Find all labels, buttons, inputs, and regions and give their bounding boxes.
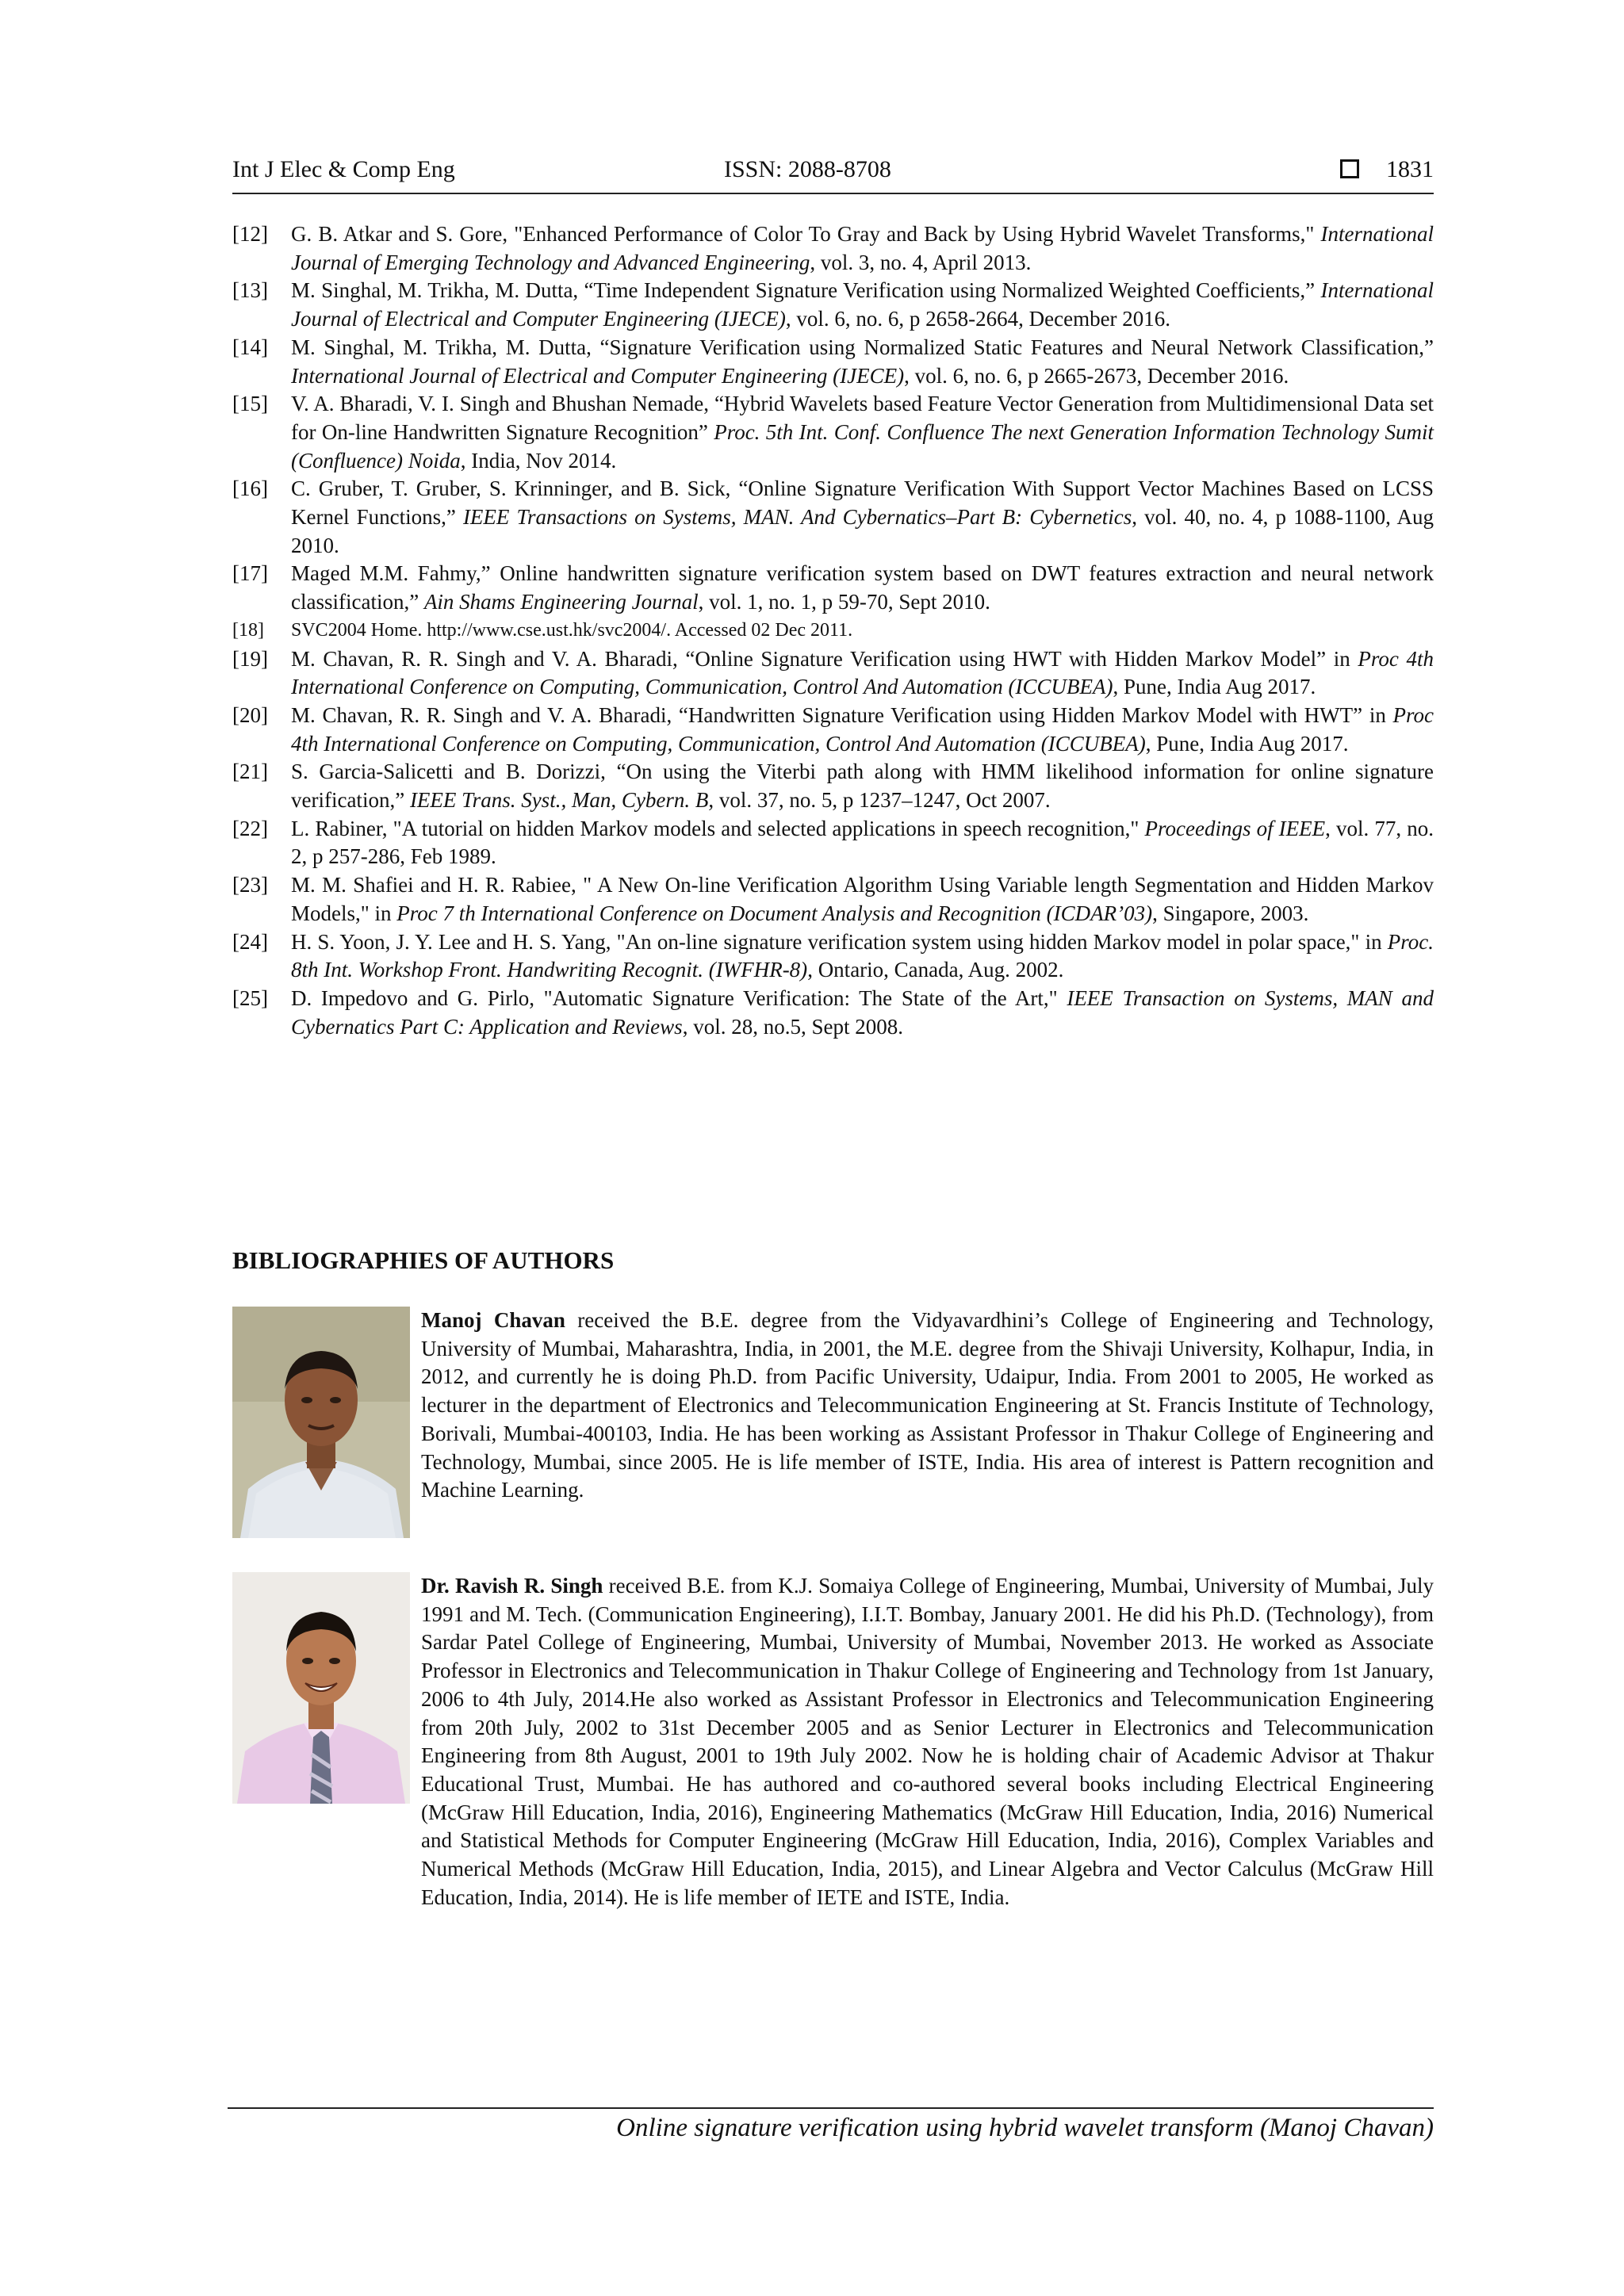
journal-name: Int J Elec & Comp Eng (232, 156, 455, 182)
reference-item (232, 758, 1434, 814)
reference-text: M. Chavan, R. R. Singh and V. A. Bharadi, “Online Signature Verification using HWT with Hidden Markov Model” in (291, 646, 1358, 671)
footer-divider (228, 2107, 1434, 2109)
reference-details: , vol. 40, no. 4, p 1088-1100, Aug 2010. (291, 505, 1434, 557)
reference-item (232, 617, 1434, 645)
page-number-group (1340, 156, 1434, 183)
author-photo-manoj-chavan (232, 1307, 410, 1538)
reference-venue: Proc. 5th Int. Conf. Confluence The next Generation Information Technology Sumit (Confluence) Noida (291, 419, 1434, 473)
reference-number: [15] (232, 392, 268, 416)
reference-number: [20] (232, 702, 268, 727)
reference-details: , vol. 37, no. 5, p 1237–1247, Oct 2007. (708, 788, 1051, 813)
running-header (232, 156, 1434, 194)
reference-text: SVC2004 Home. http://www.cse.ust.hk/svc2004/. Accessed 02 Dec 2011. (291, 619, 853, 641)
reference-text: S. Garcia-Salicetti and B. Dorizzi, “On using the Viterbi path along with HMM likelihood information for online signature verification,” (291, 760, 1434, 813)
reference-item (232, 560, 1434, 616)
reference-text: D. Impedovo and G. Pirlo, "Automatic Signature Verification: The State of the Art," (291, 985, 1067, 1010)
portrait-image (232, 1307, 410, 1538)
reference-number: [21] (232, 760, 268, 784)
reference-item (232, 928, 1434, 985)
reference-text: M. Chavan, R. R. Singh and V. A. Bharadi, “Handwritten Signature Verification using Hidden Markov Model with HWT” in (291, 702, 1393, 727)
reference-text: M. Singhal, M. Trikha, M. Dutta, “Signature Verification using Normalized Static Features and Neural Network Classification,” (291, 335, 1434, 359)
reference-text: L. Rabiner, "A tutorial on hidden Markov models and selected applications in speech recognition," (291, 816, 1145, 840)
reference-number: [13] (232, 278, 268, 303)
reference-venue: IEEE Transaction on Systems, MAN and Cybernatics Part C: Application and Reviews (291, 985, 1434, 1039)
reference-details: , Pune, India Aug 2017. (1113, 675, 1316, 699)
reference-number: [14] (232, 335, 268, 359)
reference-venue: Proc 7 th International Conference on Document Analysis and Recognition (ICDAR’03) (396, 901, 1153, 925)
reference-details: , vol. 28, no.5, Sept 2008. (682, 1014, 903, 1039)
reference-details: , Singapore, 2003. (1152, 901, 1309, 925)
reference-venue: International Journal of Electrical and Computer Engineering (IJECE) (291, 278, 1434, 331)
reference-text: M. M. Shafiei and H. R. Rabiee, " A New On-line Verification Algorithm Using Variable length Segmentation and Hidden Markov Models," in (291, 873, 1434, 925)
reference-details: , vol. 1, no. 1, p 59-70, Sept 2010. (698, 590, 990, 614)
reference-text: C. Gruber, T. Gruber, S. Krinninger, and B. Sick, “Online Signature Verification With Support Vector Machines Based on LCSS Kernel Functions,” (291, 476, 1434, 530)
reference-text: M. Singhal, M. Trikha, M. Dutta, “Time Independent Signature Verification using Normalized Weighted Coefficients,” (291, 278, 1321, 303)
reference-number: [16] (232, 476, 268, 501)
running-footer: Online signature verification using hybrid wavelet transform (Manoj Chavan) (616, 2114, 1434, 2142)
reference-number: [24] (232, 929, 268, 954)
reference-venue: Proc 4th International Conference on Computing, Communication, Control And Automation (ICCUBEA) (291, 646, 1434, 699)
reference-details: , Ontario, Canada, Aug. 2002. (807, 958, 1064, 982)
reference-item (232, 815, 1434, 871)
reference-number: [23] (232, 873, 268, 897)
reference-item (232, 390, 1434, 475)
author-bio-manoj-chavan (421, 1307, 1434, 1505)
reference-details: , vol. 77, no. 2, p 257-286, Feb 1989. (291, 816, 1434, 869)
issn: ISSN: 2088-8708 (724, 156, 891, 182)
reference-item (232, 220, 1434, 277)
reference-venue: Proc. 8th Int. Workshop Front. Handwriting Recognit. (IWFHR-8) (291, 929, 1434, 982)
reference-venue: Proceedings of IEEE (1144, 816, 1326, 840)
square-bullet-icon (1340, 159, 1359, 178)
reference-venue: Proc 4th International Conference on Computing, Communication, Control And Automation (ICCUBEA) (291, 702, 1434, 756)
section-heading: BIBLIOGRAPHIES OF AUTHORS (232, 1246, 615, 1274)
reference-venue: IEEE Transactions on Systems, MAN. And Cybernatics–Part B: Cybernetics (462, 505, 1132, 530)
reference-venue: Ain Shams Engineering Journal (423, 590, 699, 614)
reference-text: V. A. Bharadi, V. I. Singh and Bhushan Nemade, “Hybrid Wavelets based Feature Vector Generation from Multidimensional Data set for On-line Handwritten Signature Recognition” (291, 392, 1434, 444)
author-bio-text: received the B.E. degree from the Vidyavardhini’s College of Engineering and Technology, University of Mumbai, Maharashtra, India, in 2001, the M.E. degree from the Shivaji University, Kolhapur, India, in 2012, and currently he is doing Ph.D. from Pacific University, Udaipur, India. From 2001 to 2005, He worked as lecturer in the department of Electronics and Telecommunication Engineering at St. Francis Institute of Technology, Borivali, Mumbai-400103, India. He has been working as Assistant Professor in Thakur College of Engineering and Technology, Mumbai, since 2005. He is life member of ISTE, India. His area of interest is Pattern recognition and Machine Learning. (421, 1308, 1434, 1502)
reference-details: , Pune, India Aug 2017. (1145, 731, 1349, 756)
reference-text: Maged M.M. Fahmy,” Online handwritten signature verification system based on DWT features extraction and neural network classification,” (291, 561, 1434, 614)
reference-details: , vol. 3, no. 4, April 2013. (810, 250, 1032, 274)
reference-item (232, 645, 1434, 702)
author-bio-text: received B.E. from K.J. Somaiya College of Engineering, Mumbai, University of Mumbai, July 1991 and M. Tech. (Communication Engineering), I.I.T. Bombay, January 2001. He did his Ph.D. (Technology), from Sardar Patel College of Engineering, Mumbai, University of Mumbai, November 2013. He worked as Associate Professor in Electronics and Telecommunication in Thakur College of Engineering and Technology from 1st January, 2006 to 4th July, 2014.He also worked as Assistant Professor in Electronics and Telecommunication Engineering from 20th July, 2002 to 31st December 2005 and as Senior Lecturer in Electronics and Telecommunication Engineering from 8th August, 2001 to 19th July 2002. Now he is holding chair of Academic Advisor at Thakur Educational Trust, Mumbai. He has authored and co-authored several books including Electrical Engineering (McGraw Hill Education, India, 2016), Engineering Mathematics (McGraw Hill Education, India, 2016) Numerical and Statistical Methods for Computer Engineering (McGraw Hill Education, India, 2016), Complex Variables and Numerical Methods (McGraw Hill Education, India, 2015), and Linear Algebra and Vector Calculus (McGraw Hill Education, India, 2014). He is life member of IETE and ISTE, India. (421, 1574, 1434, 1909)
author-bio-ravish-singh (421, 1572, 1434, 1911)
author-name: Dr. Ravish R. Singh (421, 1574, 603, 1598)
reference-details: , vol. 6, no. 6, p 2658-2664, December 2016. (785, 307, 1171, 331)
reference-venue: International Journal of Emerging Technology and Advanced Engineering (291, 222, 1434, 274)
reference-item (232, 702, 1434, 758)
page-number: 1831 (1386, 156, 1434, 182)
reference-number: [25] (232, 985, 268, 1010)
reference-number: [17] (232, 561, 268, 586)
reference-item (232, 277, 1434, 333)
reference-item (232, 871, 1434, 928)
reference-text: G. B. Atkar and S. Gore, "Enhanced Performance of Color To Gray and Back by Using Hybrid Wavelet Transforms," (291, 222, 1321, 246)
reference-details: , India, Nov 2014. (460, 448, 617, 473)
reference-number: [22] (232, 816, 268, 840)
reference-venue: International Journal of Electrical and Computer Engineering (IJECE) (291, 363, 905, 388)
reference-venue: IEEE Trans. Syst., Man, Cybern. B (409, 788, 709, 813)
reference-number: [18] (232, 619, 264, 641)
author-photo-ravish-singh (232, 1572, 410, 1804)
reference-text: H. S. Yoon, J. Y. Lee and H. S. Yang, "An on-line signature verification system using hidden Markov model in polar space," in (291, 929, 1388, 954)
reference-item (232, 475, 1434, 560)
reference-item (232, 334, 1434, 390)
reference-number: [19] (232, 646, 268, 671)
author-name: Manoj Chavan (421, 1308, 565, 1332)
reference-list (232, 220, 1434, 1041)
portrait-image (232, 1572, 410, 1804)
reference-number: [12] (232, 222, 268, 246)
reference-item (232, 985, 1434, 1041)
reference-details: , vol. 6, no. 6, p 2665-2673, December 2016. (904, 363, 1289, 388)
